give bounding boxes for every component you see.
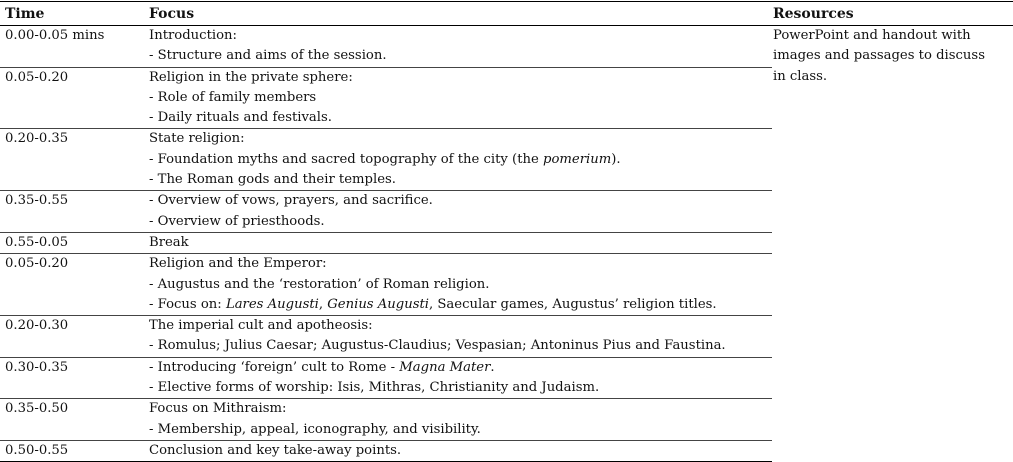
focus-text: The imperial cult and apotheosis: — [149, 318, 373, 334]
focus-line — [149, 358, 772, 378]
focus-text: - Elective forms of worship: Isis, Mithras, Christianity and Judaism. — [149, 380, 600, 396]
focus-line — [149, 254, 772, 274]
focus-line — [149, 68, 772, 88]
focus-text: ). — [611, 151, 621, 167]
time-cell: 0.35-0.50 — [0, 399, 148, 441]
focus-line — [149, 46, 772, 66]
focus-line — [149, 441, 772, 461]
lesson-plan-table — [0, 1, 1013, 462]
focus-text: - Focus on: — [149, 296, 226, 312]
focus-text: Conclusion and key take-away points. — [149, 442, 402, 458]
focus-text: - Overview of priesthoods. — [149, 213, 325, 229]
focus-cell — [148, 316, 772, 358]
focus-text: Religion and the Emperor: — [149, 256, 327, 272]
time-cell: 0.50-0.55 — [0, 440, 148, 461]
time-cell: 0.55-0.05 — [0, 232, 148, 253]
focus-text: - Structure and aims of the session. — [149, 48, 387, 64]
focus-text: - Daily rituals and festivals. — [149, 110, 332, 126]
time-cell: 0.20-0.35 — [0, 129, 148, 191]
header-row — [0, 2, 1013, 26]
focus-text: State religion: — [149, 131, 245, 147]
table-body — [0, 26, 1013, 462]
focus-line — [149, 170, 772, 190]
time-cell: 0.05-0.20 — [0, 254, 148, 316]
focus-text: Break — [149, 234, 189, 250]
focus-text: - Romulus; Julius Caesar; Augustus-Claudius; Vespasian; Antoninus Pius and Faustina. — [149, 338, 726, 354]
time-cell: 0.35-0.55 — [0, 191, 148, 233]
table-row — [0, 26, 1013, 68]
time-cell: 0.00-0.05 mins — [0, 26, 148, 68]
time-cell: 0.20-0.30 — [0, 316, 148, 358]
focus-italic-term: Genius Augusti — [327, 296, 430, 312]
focus-cell — [148, 357, 772, 399]
focus-text: - Role of family members — [149, 89, 317, 105]
resources-cell — [772, 26, 1013, 462]
focus-text: - Overview of vows, prayers, and sacrifice. — [149, 193, 433, 209]
resources-column-header: Resources — [772, 2, 1013, 26]
focus-italic-term: pomerium — [543, 151, 612, 167]
focus-line — [149, 275, 772, 295]
focus-line — [149, 399, 772, 419]
focus-cell — [148, 232, 772, 253]
focus-line — [149, 212, 772, 232]
focus-cell — [148, 67, 772, 129]
focus-line — [149, 295, 772, 315]
focus-line — [149, 420, 772, 440]
focus-cell — [148, 254, 772, 316]
focus-text: , Saecular games, Augustus’ religion titles. — [429, 296, 717, 312]
focus-line — [149, 191, 772, 211]
table-header — [0, 2, 1013, 26]
time-column-header: Time — [0, 2, 148, 26]
focus-text: . — [490, 359, 495, 375]
focus-text: Introduction: — [149, 28, 237, 43]
focus-text: , — [318, 296, 328, 312]
focus-text: - The Roman gods and their temples. — [149, 172, 396, 188]
focus-text: Focus on Mithraism: — [149, 401, 287, 417]
focus-line — [149, 88, 772, 108]
time-cell: 0.05-0.20 — [0, 67, 148, 129]
time-cell: 0.30-0.35 — [0, 357, 148, 399]
focus-cell — [148, 191, 772, 233]
focus-line — [149, 233, 772, 253]
focus-text: Religion in the private sphere: — [149, 69, 353, 85]
focus-italic-term: Magna Mater — [399, 359, 491, 375]
focus-line — [149, 108, 772, 128]
focus-text: - Augustus and the ‘restoration’ of Roman religion. — [149, 276, 490, 292]
focus-cell — [148, 399, 772, 441]
focus-column-header: Focus — [148, 2, 772, 26]
focus-line — [149, 26, 772, 46]
focus-line — [149, 378, 772, 398]
focus-italic-term: Lares Augusti — [225, 296, 319, 312]
focus-cell — [148, 129, 772, 191]
focus-cell — [148, 26, 772, 68]
focus-cell — [148, 440, 772, 461]
focus-text: - Membership, appeal, iconography, and visibility. — [149, 421, 481, 437]
resources-text: PowerPoint and handout with images and passages to discuss in class. — [773, 28, 985, 84]
focus-text: - Introducing ‘foreign’ cult to Rome - — [149, 359, 400, 375]
focus-line — [149, 150, 772, 170]
focus-line — [149, 336, 772, 356]
focus-line — [149, 316, 772, 336]
focus-text: - Foundation myths and sacred topography of the city (the — [149, 151, 543, 167]
focus-line — [149, 129, 772, 149]
